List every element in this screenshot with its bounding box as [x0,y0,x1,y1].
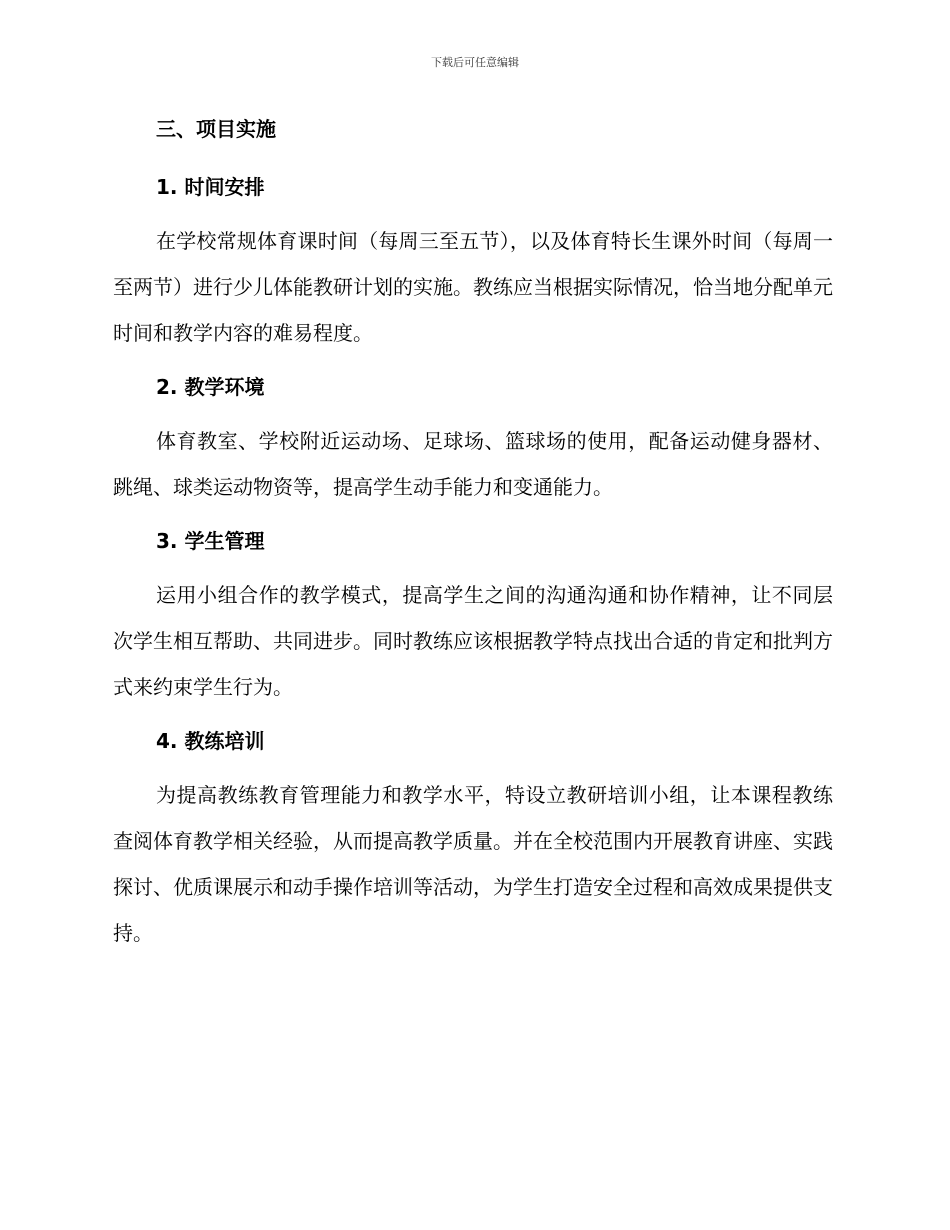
subsection-title-time: 1. 时间安排 [156,175,265,199]
document-body [113,112,833,956]
section-title: 三、项目实施 [156,117,276,141]
subsection-paragraph-student-management: 运用小组合作的教学模式，提高学生之间的沟通沟通和协作精神，让不同层次学生相互帮助、共同进步。同时教练应该根据教学特点找出合适的肯定和批判方式来约束学生行为。 [113,583,833,699]
subsection-title-student-management: 3. 学生管理 [156,529,265,553]
subsection-title-environment: 2. 教学环境 [156,375,265,399]
subsection-title-coach-training: 4. 教练培训 [156,729,265,753]
subsection-paragraph-environment: 体育教室、学校附近运动场、足球场、篮球场的使用，配备运动健身器材、跳绳、球类运动物资等，提高学生动手能力和变通能力。 [113,429,833,499]
subsection-paragraph-coach-training: 为提高教练教育管理能力和教学水平，特设立教研培训小组，让本课程教练查阅体育教学相关经验，从而提高教学质量。并在全校范围内开展教育讲座、实践探讨、优质课展示和动手操作培训等活动，为学生打造安全过程和高效成果提供支持。 [113,783,833,945]
subsection-paragraph-time: 在学校常规体育课时间（每周三至五节），以及体育特长生课外时间（每周一至两节）进行少儿体能教研计划的实施。教练应当根据实际情况，恰当地分配单元时间和教学内容的难易程度。 [113,229,833,345]
page-header-note: 下载后可任意编辑 [431,56,519,69]
